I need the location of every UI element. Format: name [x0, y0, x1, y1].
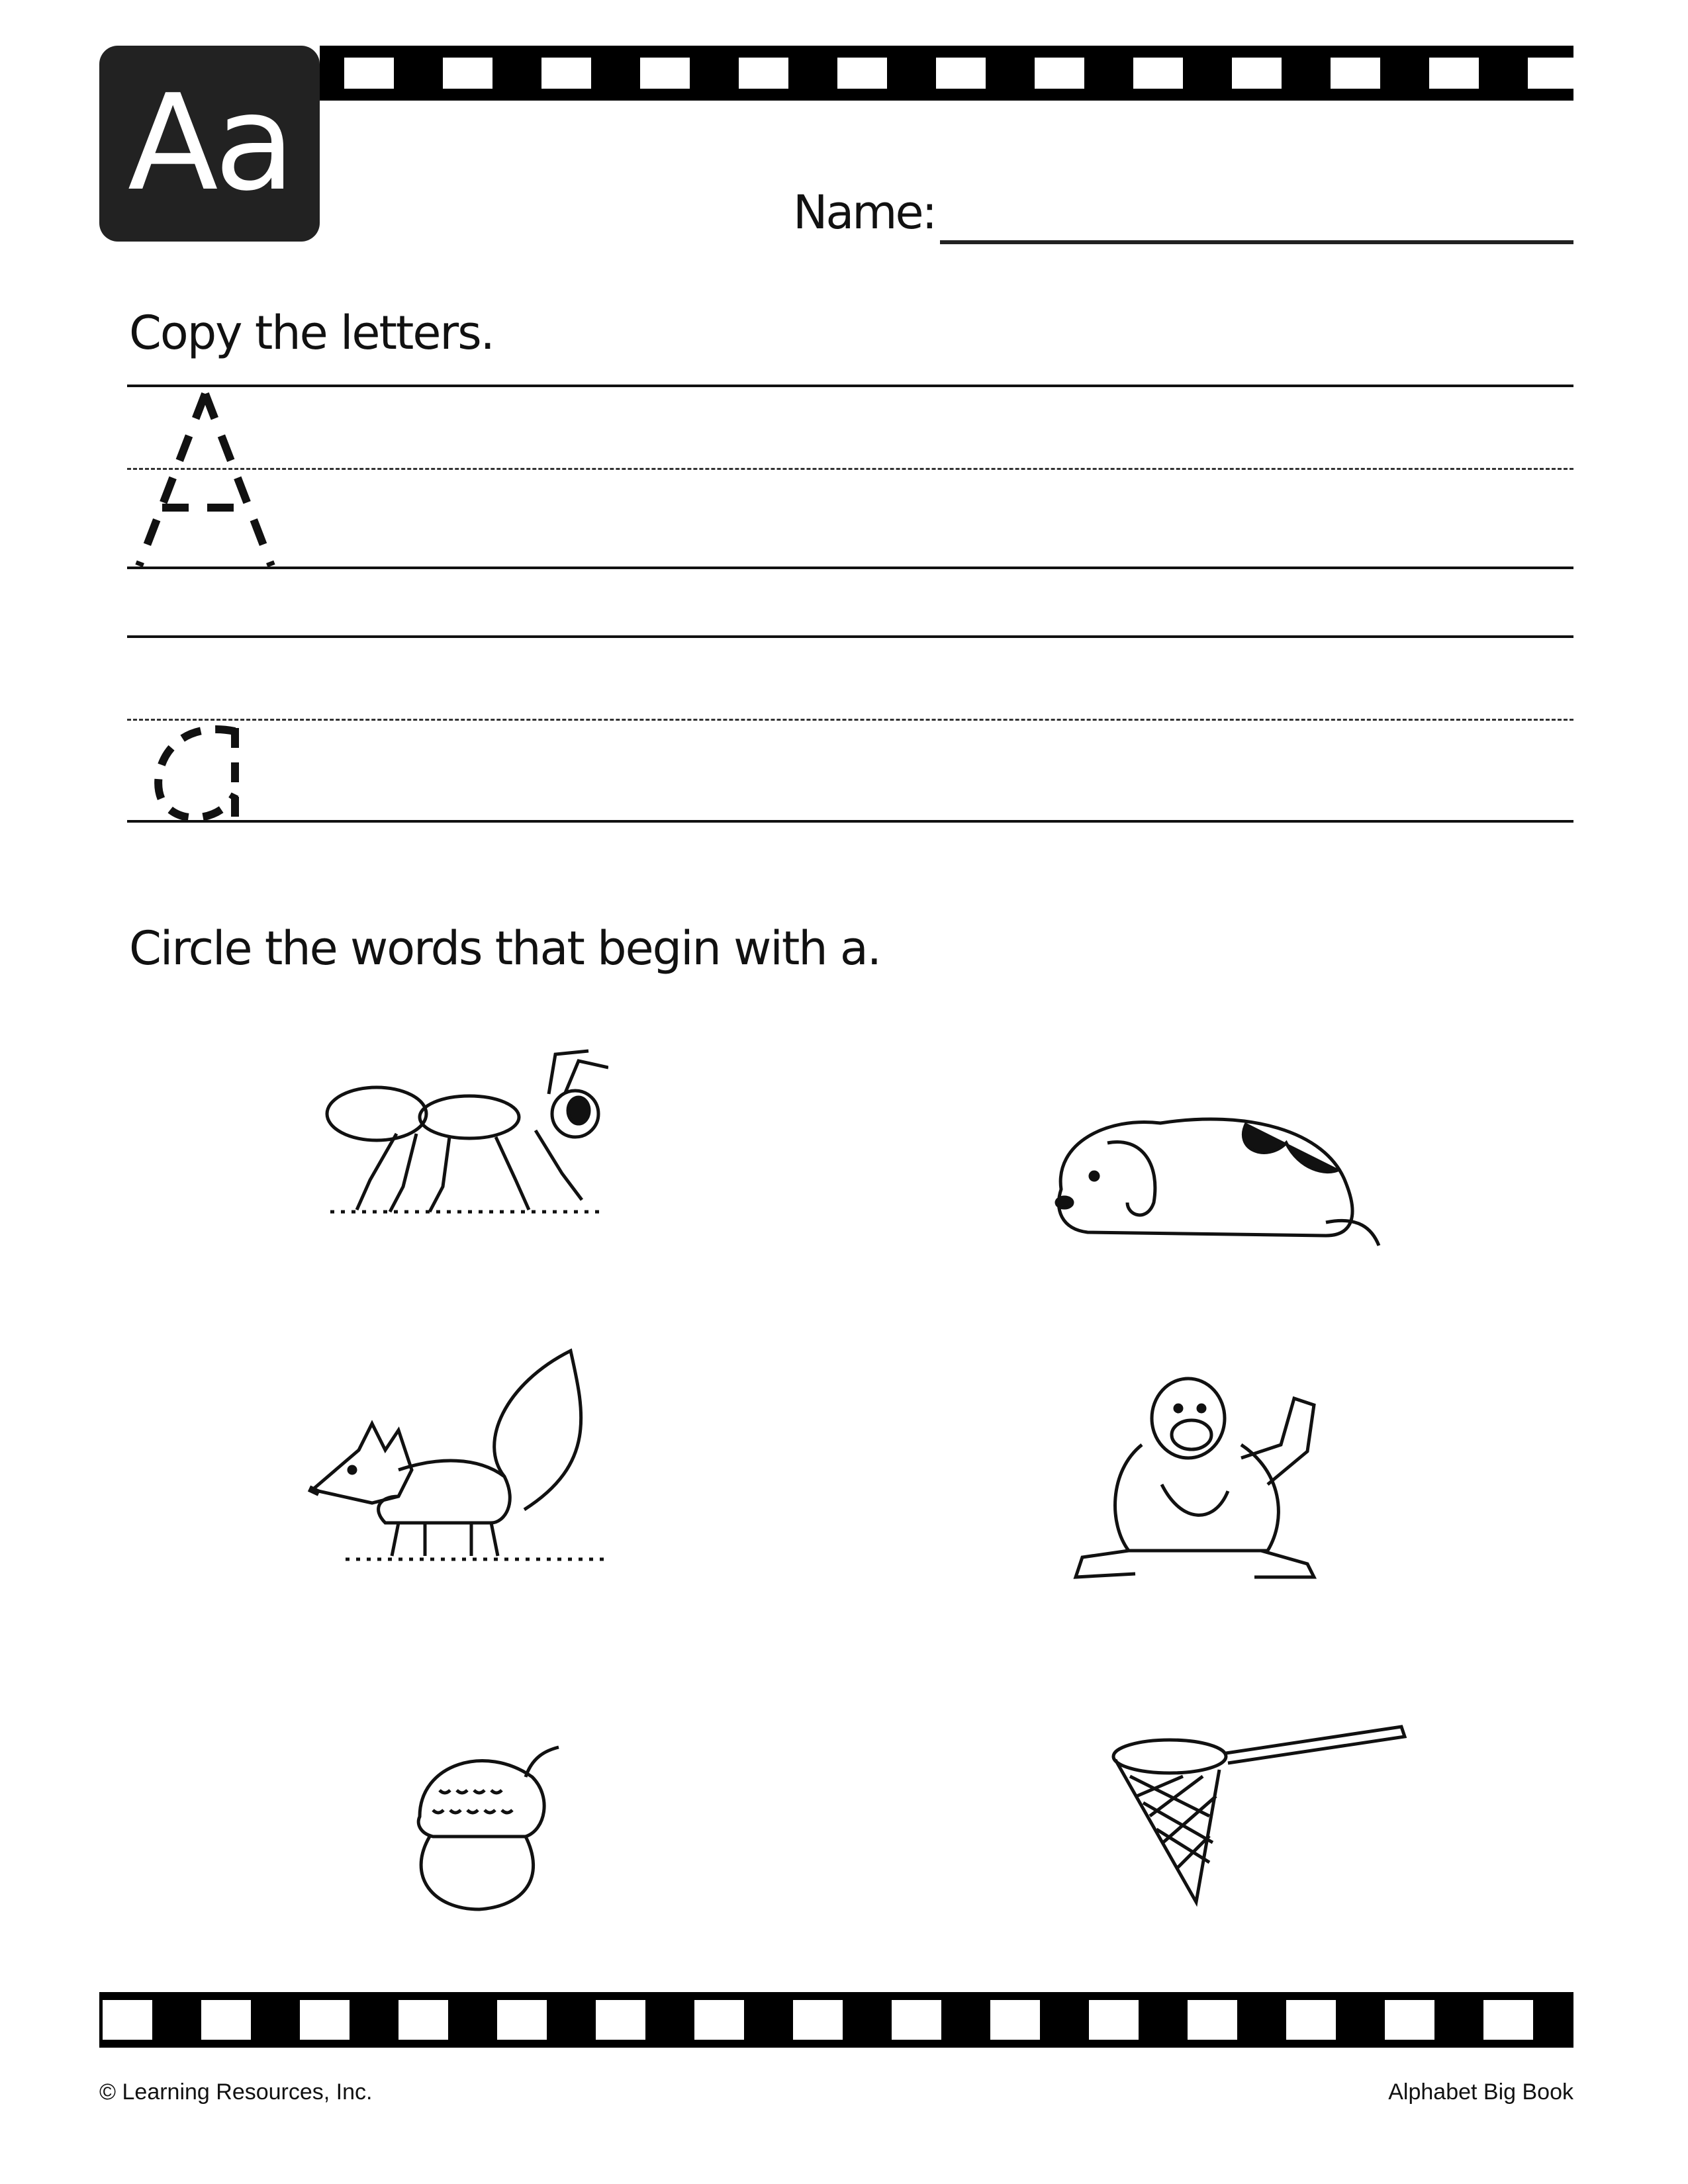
name-input-line[interactable]: [940, 240, 1573, 244]
writing-line-mid: [127, 468, 1573, 470]
net-icon[interactable]: [1110, 1723, 1415, 1909]
writing-line-base: [127, 820, 1573, 823]
gorilla-icon[interactable]: [1069, 1372, 1340, 1584]
name-label: Name:: [793, 185, 936, 240]
bottom-stripe-border: [99, 1992, 1573, 2048]
writing-line-mid: [127, 719, 1573, 721]
fox-icon[interactable]: [306, 1344, 610, 1569]
copy-instruction: Copy the letters.: [129, 306, 494, 360]
writing-line-top: [127, 635, 1573, 638]
trace-letter-lowercase-a: [142, 721, 248, 824]
acorn-icon[interactable]: [393, 1737, 572, 1916]
letter-badge: Aa: [99, 46, 320, 242]
dog-icon[interactable]: [1048, 1103, 1385, 1252]
ant-icon[interactable]: [317, 1041, 608, 1220]
writing-line-top: [127, 385, 1573, 387]
circle-instruction: Circle the words that begin with a.: [129, 921, 881, 976]
copyright-text: © Learning Resources, Inc.: [99, 2079, 373, 2105]
book-title-text: Alphabet Big Book: [1388, 2079, 1573, 2105]
top-stripe-border: [320, 46, 1573, 101]
writing-line-base: [127, 567, 1573, 569]
trace-letter-uppercase-a: [126, 384, 291, 569]
